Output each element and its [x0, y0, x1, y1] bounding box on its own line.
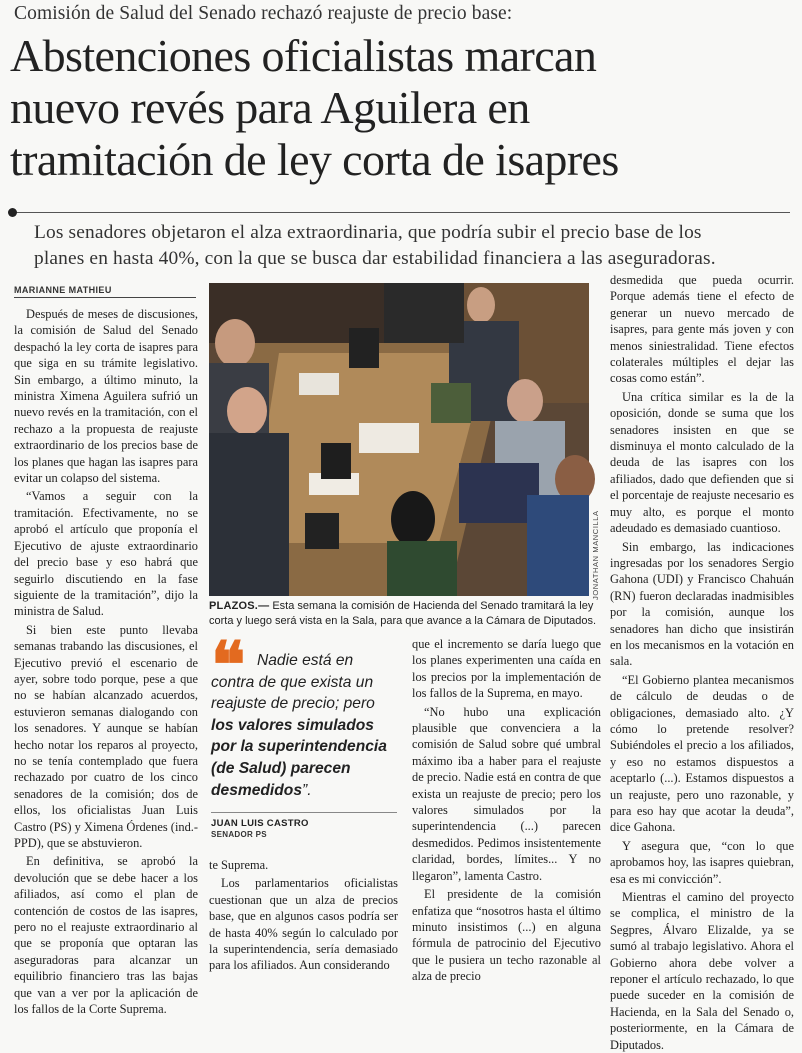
senate-commission-photo [209, 283, 589, 596]
lead-line-1: Los senadores objetaron el alza extraordinaria, que podría subir el precio base de los [34, 222, 702, 243]
paragraph: “Vamos a seguir con la tramitación. Efectivamente, no se aprobó el artículo que proponía el Ejecutivo de ajuste extraordinario del precio base y eso habrá que seguirlo discutiendo en la fase siguiente de la tramitación”, dijo la ministra de Salud. [14, 489, 198, 619]
quote-text-end: ”. [302, 781, 312, 799]
quote-author: JUAN LUIS CASTRO [211, 818, 309, 829]
paragraph: “El Gobierno plantea mecanismos de cálculo de deudas o de obligaciones, demasiado alto. ¿Y cómo lo pretende resolver? Subiéndoles el precio a los afiliados, y eso no estamos dispuestos a aceptarlo (...). Estamos dispuestos a un reajuste, pero uno razonable, y para eso hay que acotar la deuda”, dice Gahona. [610, 672, 794, 835]
paragraph: En definitiva, se aprobó la devolución que se debe hacer a los afiliados, así como el plan de contención de costos de las isapres, pero no el reajuste extraordinario al que se proponía que optaran las aseguradoras para alcanzar un equilibrio financiero tras las bajas que van a ver por la aplicación de los fallos de la Corte Suprema. [14, 854, 198, 1017]
headline-line-1: Abstenciones oficialistas marcan [10, 30, 597, 81]
lead-line-2: planes en hasta 40%, con la que se busca dar estabilidad financiera a las aseguradoras. [34, 248, 716, 269]
paragraph: “No hubo una explicación plausible que convenciera a la comisión de Salud sobre qué umbral máximo iba a haber para el reajuste de precio. Nadie está en contra de que exista un reajuste de precio; pero los valores simulados por la superintendencia (...) parecen desmedidos. Pedimos insistentemente claridad, bordes, límites... Y no llegaron”, lamenta Castro. [412, 704, 601, 883]
photo-caption [209, 599, 601, 628]
quote-rule [211, 812, 397, 813]
paragraph: Mientras el camino del proyecto se complica, el ministro de la Segpres, Álvaro Elizalde, ya se sumó al trabajo legislativo. Ahora el Gobierno ahora debe volver a reponer el artículo rechazado, lo que puede suceder en la comisión de Hacienda, en la Sala del Senado o, posteriormente, en la Cámara de Diputados. [610, 890, 794, 1052]
caption-label: PLAZOS.— [209, 600, 270, 612]
byline-rule [14, 297, 196, 298]
paragraph: Los parlamentarios oficialistas cuestionan que un alza de precios base, que en algunos casos podría ser de hasta 40% según lo calculado por la superintendencia, sería demasiado para los afiliados. Aun considerando [209, 876, 398, 973]
quote-text-bold: los valores simulados por la superintendencia (de Salud) parecen desmedidos [211, 716, 387, 799]
lead-paragraph [34, 220, 794, 272]
paragraph: Sin embargo, las indicaciones ingresadas por los senadores Sergio Gahona (UDI) y Francisco Chahuán (RN) fueron declaradas inadmisibles por la comisión, aunque los senadores han dicho que insistirán en los mecanismos en la votación en sala. [610, 539, 794, 669]
headline-line-3: tramitación de ley corta de isapres [10, 134, 619, 185]
pull-quote [211, 628, 401, 840]
paragraph: desmedida que pueda ocurrir. Porque además tiene el efecto de generar un nuevo mercado de isapres, para gente más joven y con menos siniestralidad. Tiene efectos colaterales múltiples el dejar las cosas como están”. [610, 273, 794, 386]
quote-text-plain: Nadie está en contra de que exista un reajuste de precio; pero [211, 652, 375, 713]
photo-credit-text: JONATHAN MANCILLA [591, 510, 600, 600]
paragraph: Y asegura que, “con lo que aprobamos hoy, las isapres quiebran, esa es mi convicción”. [610, 838, 794, 886]
article-column-2 [209, 857, 398, 987]
paragraph: Una crítica similar es la de la oposición, donde se suma que los senadores insisten en que se disminuya el monto calculado de la deuda de las isapres con los afiliados, dado que defienden que si el porcentaje de reajuste necesario es muy alto, es porque el monto adeudado es demasiado cuantioso. [610, 389, 794, 536]
article-column-3 [412, 636, 601, 986]
headline-line-2: nuevo revés para Aguilera en [10, 82, 530, 133]
headline [10, 30, 800, 186]
paragraph: Después de meses de discusiones, la comisión de Salud del Senado despachó la ley corta de isapres para que siga en su trámite legislativo. Sin embargo, a último minuto, la ministra Ximena Aguilera sufrió un nuevo revés en la tramitación, con el rechazo a la propuesta de reajuste extraordinario de los precios base de los planes que hagan las isapres para evitar un colapso del sistema. [14, 307, 198, 486]
photo-illustration [209, 283, 589, 596]
bullet-dot-icon [8, 208, 17, 217]
quote-text [211, 650, 397, 801]
paragraph: que el incremento se daría luego que los planes experimenten una caída en los precios por la implementación de los fallos de la Suprema, en mayo. [412, 637, 601, 701]
article-column-1 [14, 306, 198, 1017]
article-column-4 [610, 272, 794, 1052]
quote-author-role: SENADOR PS [211, 830, 267, 839]
quote-mark-icon: ❝ [211, 628, 246, 703]
caption-text: Esta semana la comisión de Hacienda del Senado tramitará la ley corta y luego será vista en la Sala, para que avance a la Cámara de Diputados. [209, 600, 597, 627]
paragraph: El presidente de la comisión enfatiza que “nosotros hasta el último minuto insistimos (...) en alguna fórmula de patrocinio del Ejecutivo que le pusiera un techo razonable al alza de precio [412, 887, 601, 984]
photo-credit [589, 510, 603, 600]
paragraph: Si bien este punto llevaba semanas trabando las discusiones, el Ejecutivo previó el escenario de ayer, sobre todo porque, pese a que no se habían alcanzado acuerdos, estuvieron semanas dialogando con los senadores. Y aunque se habían hecho notar los reparos al proyecto, no se tenía contemplado que fuera rechazado por cuatro de los cinco senadores de la comisión; dos de ellos, los oficialistas Juan Luis Castro (PS) y Ximena Órdenes (ind.-PPD), que se abstuvieron. [14, 622, 198, 850]
byline: MARIANNE MATHIEU [14, 285, 112, 295]
kicker: Comisión de Salud del Senado rechazó reajuste de precio base: [14, 3, 513, 24]
headline-rule [14, 212, 790, 213]
paragraph: te Suprema. [209, 858, 269, 872]
